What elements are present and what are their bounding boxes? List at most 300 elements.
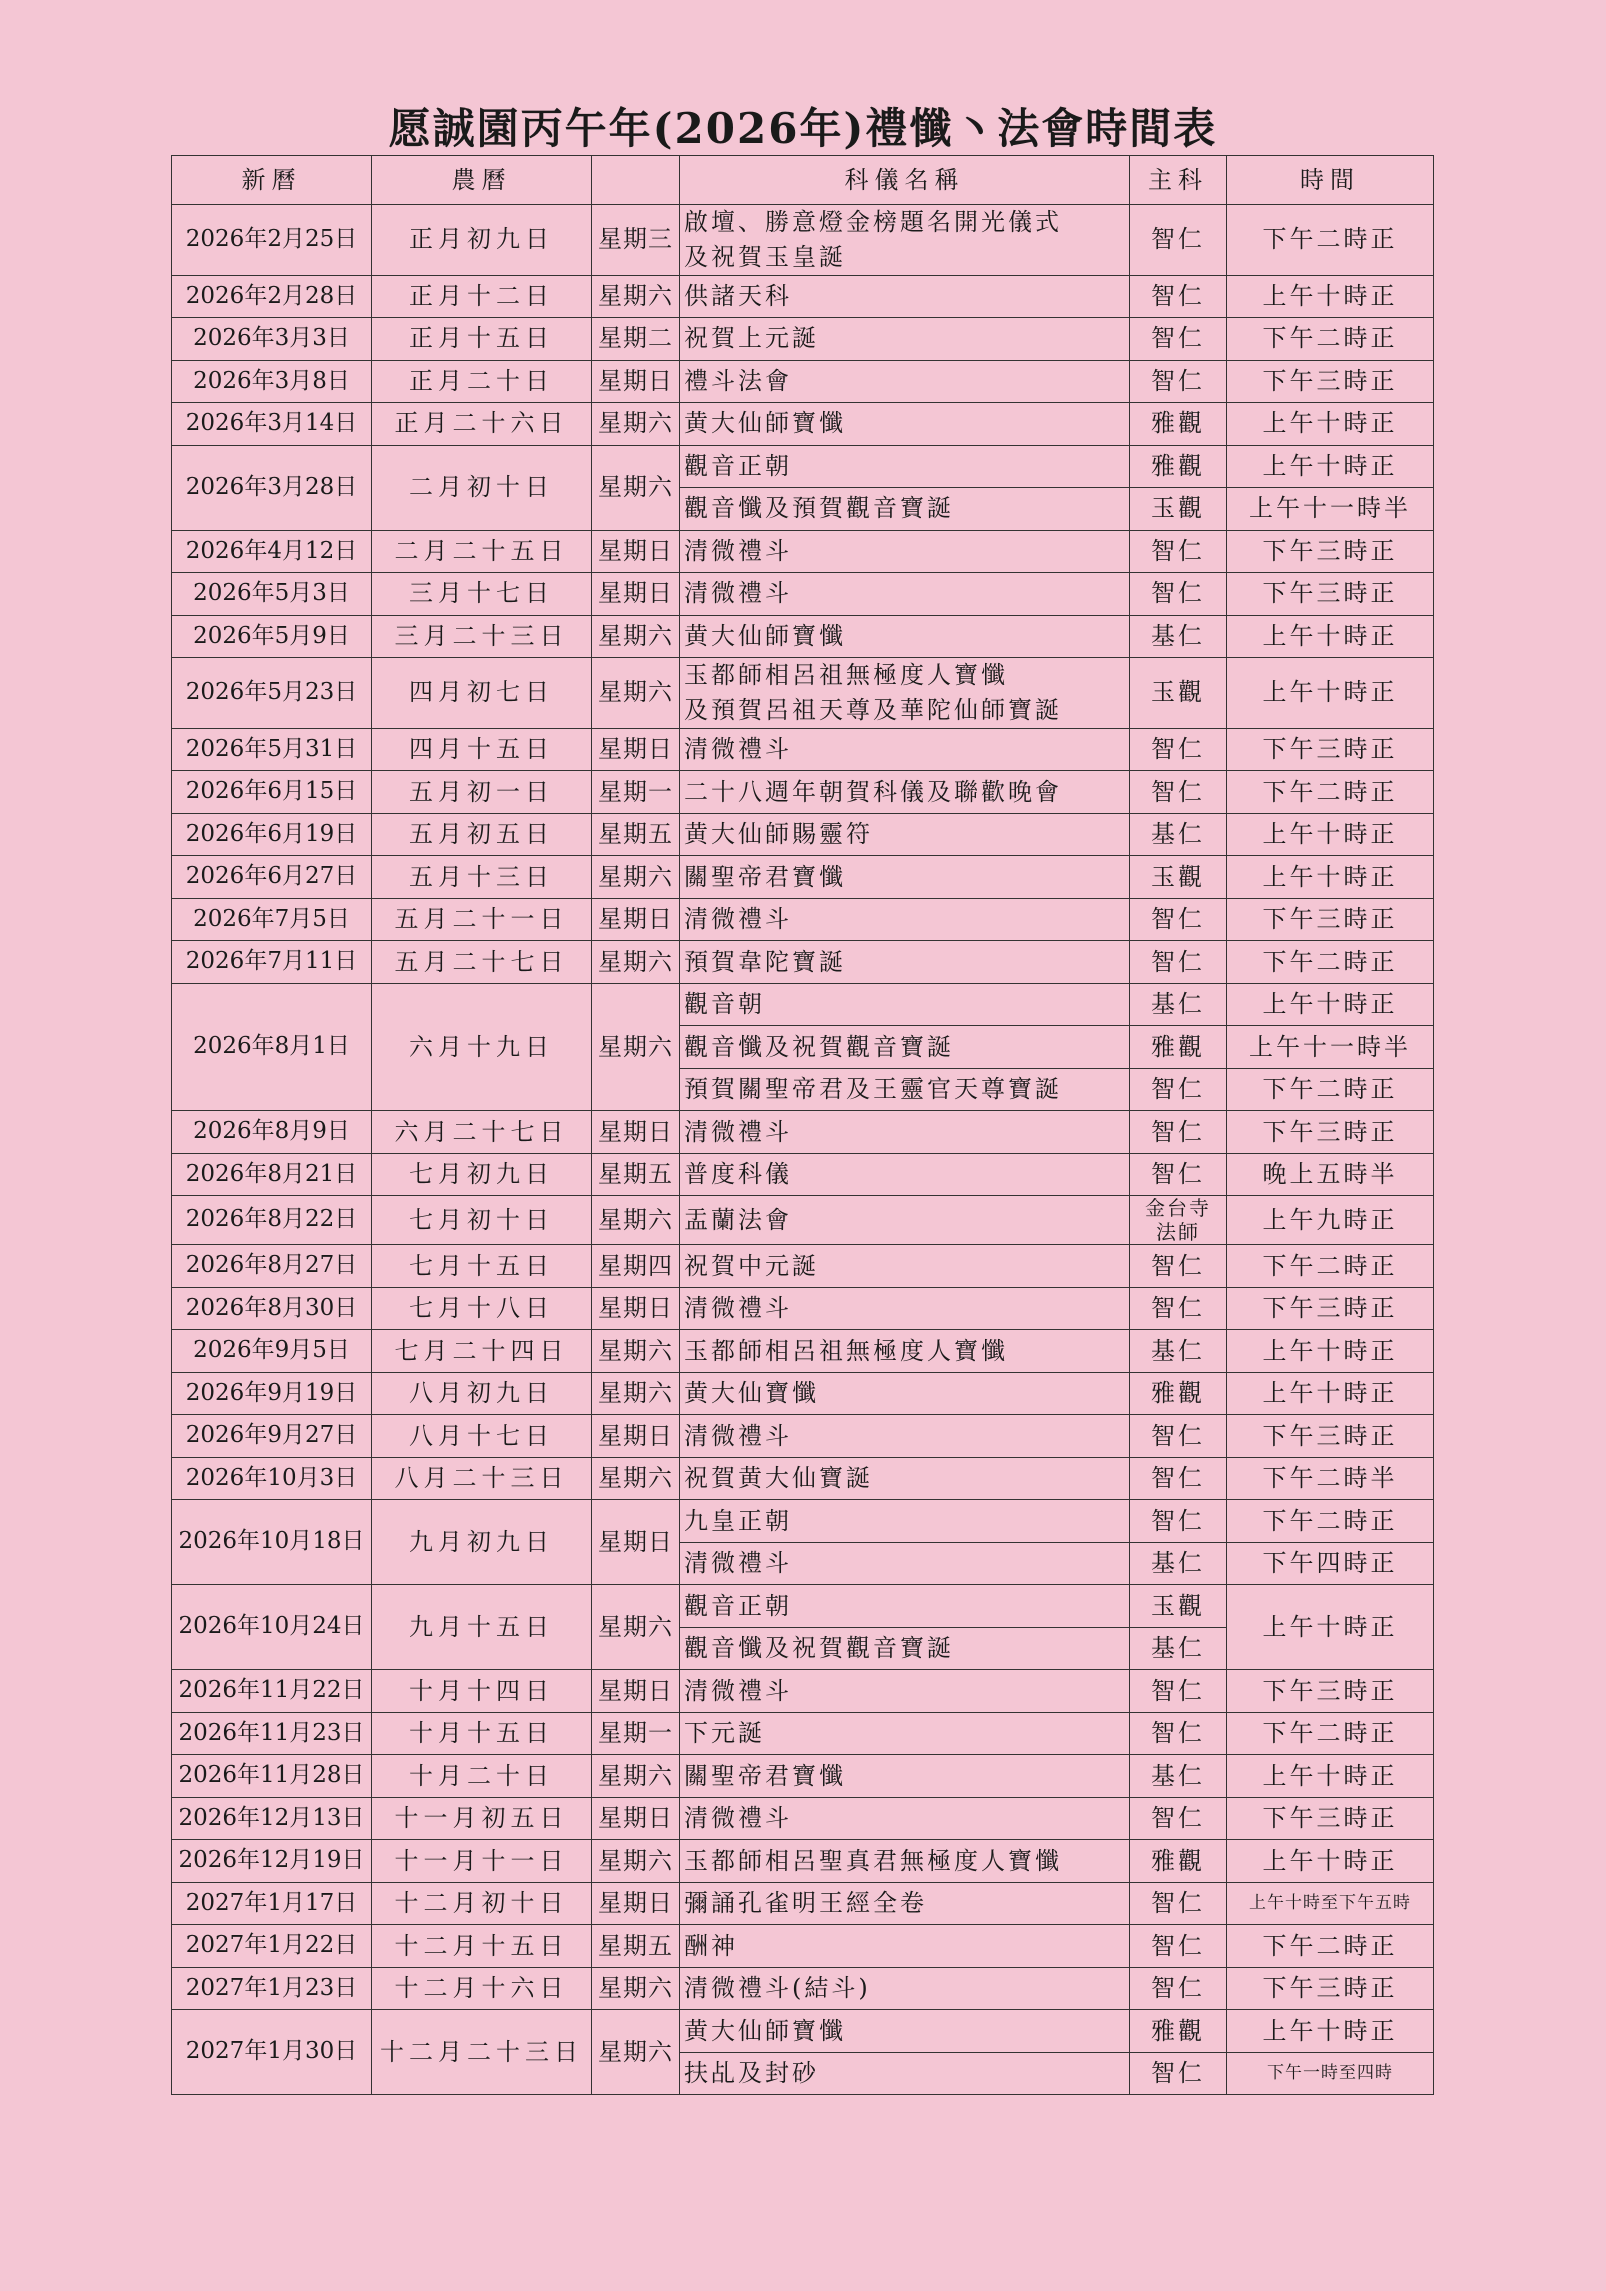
host-line: 雅觀 (1151, 451, 1205, 480)
host-line: 玉觀 (1151, 862, 1205, 891)
new-calendar-date: 2026年4月12日 (172, 530, 372, 573)
time: 上午十時至下午五時 (1227, 1882, 1434, 1925)
new-calendar-date: 2026年6月15日 (172, 771, 372, 814)
ritual-name (680, 856, 1130, 899)
ritual-name (680, 2010, 1130, 2053)
time: 上午十一時半 (1227, 488, 1434, 531)
table-row (172, 898, 1434, 941)
host (1130, 1415, 1227, 1458)
host-line: 智仁 (1151, 1974, 1205, 2003)
table-row (172, 1755, 1434, 1798)
ritual-name (680, 360, 1130, 403)
weekday: 星期日 (592, 1500, 680, 1585)
host (1130, 318, 1227, 361)
weekday: 星期六 (592, 941, 680, 984)
host (1130, 1153, 1227, 1196)
weekday: 星期五 (592, 1153, 680, 1196)
ritual-name-line: 及預賀呂祖天尊及華陀仙師寶誕 (684, 695, 1062, 724)
weekday: 星期六 (592, 1457, 680, 1500)
ritual-name-line: 預賀關聖帝君及王靈官天尊寶誕 (684, 1075, 1062, 1104)
ritual-name (680, 1712, 1130, 1755)
host-line: 智仁 (1151, 1506, 1205, 1535)
time: 上午十時正 (1227, 983, 1434, 1026)
ritual-name (680, 1372, 1130, 1415)
ritual-name (680, 1882, 1130, 1925)
lunar-calendar-date: 九月初九日 (372, 1500, 592, 1585)
table-row (172, 1457, 1434, 1500)
lunar-calendar-date: 十月二十日 (372, 1755, 592, 1798)
time: 上午十時正 (1227, 2010, 1434, 2053)
time: 下午四時正 (1227, 1542, 1434, 1585)
table-row (172, 1882, 1434, 1925)
host (1130, 1925, 1227, 1968)
host (1130, 771, 1227, 814)
new-calendar-date: 2027年1月22日 (172, 1925, 372, 1968)
weekday: 星期六 (592, 1196, 680, 1245)
table-row (172, 1925, 1434, 1968)
new-calendar-date: 2026年9月19日 (172, 1372, 372, 1415)
table-row (172, 1967, 1434, 2010)
ritual-name (680, 1153, 1130, 1196)
time: 下午二時正 (1227, 1068, 1434, 1111)
table-row (172, 573, 1434, 616)
host-line: 智仁 (1151, 735, 1205, 764)
new-calendar-date: 2026年10月3日 (172, 1457, 372, 1500)
host-line: 雅觀 (1151, 1379, 1205, 1408)
host-line: 智仁 (1151, 536, 1205, 565)
lunar-calendar-date: 正月十五日 (372, 318, 592, 361)
weekday: 星期六 (592, 1840, 680, 1883)
lunar-calendar-date: 十月十五日 (372, 1712, 592, 1755)
host-line: 金台寺 (1145, 1196, 1211, 1221)
time: 上午十時正 (1227, 1840, 1434, 1883)
host (1130, 2010, 1227, 2053)
ritual-name-line: 清微禮斗 (684, 905, 792, 934)
host (1130, 1542, 1227, 1585)
new-calendar-date: 2026年8月30日 (172, 1287, 372, 1330)
ritual-name-line: 盂蘭法會 (684, 1205, 792, 1234)
new-calendar-date: 2026年9月5日 (172, 1330, 372, 1373)
lunar-calendar-date: 十二月初十日 (372, 1882, 592, 1925)
host-line: 基仁 (1151, 1549, 1205, 1578)
ritual-name (680, 1840, 1130, 1883)
new-calendar-date: 2026年6月19日 (172, 813, 372, 856)
host (1130, 2052, 1227, 2095)
new-calendar-date: 2026年10月18日 (172, 1500, 372, 1585)
ritual-name-line: 觀音懺及祝賀觀音寶誕 (684, 1032, 954, 1061)
host (1130, 941, 1227, 984)
lunar-calendar-date: 六月二十七日 (372, 1111, 592, 1154)
page-title: 愿誠園丙午年(2026年)禮懺丶法會時間表 (388, 104, 1218, 153)
host-line: 智仁 (1151, 1889, 1205, 1918)
time: 上午十一時半 (1227, 1026, 1434, 1069)
weekday: 星期六 (592, 856, 680, 899)
host (1130, 1840, 1227, 1883)
host-line: 法師 (1156, 1220, 1200, 1245)
ritual-name (680, 941, 1130, 984)
new-calendar-date: 2026年5月9日 (172, 615, 372, 658)
lunar-calendar-date: 七月十八日 (372, 1287, 592, 1330)
ritual-name (680, 813, 1130, 856)
time: 上午十時正 (1227, 658, 1434, 729)
time: 下午二時半 (1227, 1457, 1434, 1500)
table-row (172, 530, 1434, 573)
ritual-name (680, 275, 1130, 318)
ritual-name-line: 清微禮斗 (684, 1676, 792, 1705)
host (1130, 1882, 1227, 1925)
host (1130, 1670, 1227, 1713)
host (1130, 658, 1227, 729)
ritual-name-line: 觀音正朝 (684, 1591, 792, 1620)
ritual-name (680, 1068, 1130, 1111)
ritual-name-line: 關聖帝君寶懺 (684, 862, 846, 891)
table-row (172, 813, 1434, 856)
time: 晚上五時半 (1227, 1153, 1434, 1196)
host-line: 智仁 (1151, 905, 1205, 934)
ritual-name-line: 觀音懺及祝賀觀音寶誕 (684, 1634, 954, 1663)
host-line: 玉觀 (1151, 494, 1205, 523)
time: 下午二時正 (1227, 1925, 1434, 1968)
time: 上午十時正 (1227, 615, 1434, 658)
host (1130, 1026, 1227, 1069)
ritual-name-line: 普度科儀 (684, 1160, 792, 1189)
ritual-name (680, 1330, 1130, 1373)
new-calendar-date: 2026年3月14日 (172, 403, 372, 446)
weekday: 星期日 (592, 728, 680, 771)
host (1130, 360, 1227, 403)
ritual-name-line: 啟壇、勝意燈金榜題名開光儀式 (684, 208, 1062, 236)
time: 上午十時正 (1227, 445, 1434, 488)
new-calendar-date: 2026年3月8日 (172, 360, 372, 403)
new-calendar-date: 2026年8月1日 (172, 983, 372, 1111)
new-calendar-date: 2026年6月27日 (172, 856, 372, 899)
host (1130, 1330, 1227, 1373)
new-calendar-date: 2027年1月17日 (172, 1882, 372, 1925)
ritual-name (680, 1457, 1130, 1500)
ritual-name (680, 1670, 1130, 1713)
ritual-name (680, 615, 1130, 658)
time: 下午三時正 (1227, 530, 1434, 573)
ritual-name-line: 玉都師相呂祖無極度人寶懺 (684, 1336, 1008, 1365)
ritual-name-line: 清微禮斗 (684, 735, 792, 764)
weekday: 星期日 (592, 1287, 680, 1330)
ritual-name-line: 玉都師相呂聖真君無極度人寶懺 (684, 1846, 1062, 1875)
host-line: 雅觀 (1151, 1032, 1205, 1061)
lunar-calendar-date: 五月二十一日 (372, 898, 592, 941)
new-calendar-date: 2026年5月23日 (172, 658, 372, 729)
ritual-name-line: 觀音懺及預賀觀音寶誕 (684, 494, 954, 523)
host-line: 玉觀 (1151, 1591, 1205, 1620)
host-line: 智仁 (1151, 947, 1205, 976)
host-line: 基仁 (1151, 1336, 1205, 1365)
host (1130, 1585, 1227, 1628)
lunar-calendar-date: 二月二十五日 (372, 530, 592, 573)
weekday: 星期五 (592, 813, 680, 856)
ritual-name-line: 祝賀中元誕 (684, 1251, 819, 1280)
schedule-body (172, 205, 1434, 2095)
weekday: 星期五 (592, 1925, 680, 1968)
table-row (172, 1840, 1434, 1883)
host (1130, 1111, 1227, 1154)
weekday: 星期六 (592, 1585, 680, 1670)
time: 下午三時正 (1227, 1415, 1434, 1458)
header-new-calendar: 新曆 (172, 156, 372, 205)
table-row (172, 1111, 1434, 1154)
ritual-name-line: 及祝賀玉皇誕 (684, 242, 846, 271)
host (1130, 1457, 1227, 1500)
host (1130, 1797, 1227, 1840)
new-calendar-date: 2026年7月11日 (172, 941, 372, 984)
host (1130, 1196, 1227, 1245)
ritual-name (680, 1797, 1130, 1840)
new-calendar-date: 2026年8月27日 (172, 1245, 372, 1288)
host (1130, 898, 1227, 941)
ritual-name (680, 318, 1130, 361)
lunar-calendar-date: 五月初一日 (372, 771, 592, 814)
new-calendar-date: 2026年3月3日 (172, 318, 372, 361)
ritual-name (680, 1925, 1130, 1968)
ritual-name-line: 觀音朝 (684, 990, 765, 1019)
ritual-name-line: 清微禮斗 (684, 1549, 792, 1578)
host (1130, 403, 1227, 446)
lunar-calendar-date: 十月十四日 (372, 1670, 592, 1713)
ritual-name (680, 1755, 1130, 1798)
host-line: 智仁 (1151, 1931, 1205, 1960)
ritual-name-line: 玉都師相呂祖無極度人寶懺 (684, 661, 1008, 690)
host-line: 智仁 (1151, 1294, 1205, 1323)
host (1130, 983, 1227, 1026)
time: 下午三時正 (1227, 728, 1434, 771)
ritual-name-line: 預賀韋陀寶誕 (684, 947, 846, 976)
host-line: 智仁 (1151, 579, 1205, 608)
ritual-name (680, 573, 1130, 616)
weekday: 星期日 (592, 1670, 680, 1713)
new-calendar-date: 2026年2月28日 (172, 275, 372, 318)
time: 下午三時正 (1227, 1287, 1434, 1330)
new-calendar-date: 2026年12月19日 (172, 1840, 372, 1883)
table-row (172, 205, 1434, 276)
header-time: 時間 (1227, 156, 1434, 205)
host-line: 智仁 (1151, 1464, 1205, 1493)
lunar-calendar-date: 七月二十四日 (372, 1330, 592, 1373)
host-line: 智仁 (1151, 324, 1205, 353)
time: 上午九時正 (1227, 1196, 1434, 1245)
ritual-name-line: 二十八週年朝賀科儀及聯歡晚會 (684, 777, 1062, 806)
table-row (172, 275, 1434, 318)
host (1130, 1287, 1227, 1330)
table-row (172, 615, 1434, 658)
weekday: 星期六 (592, 1372, 680, 1415)
table-row (172, 445, 1434, 488)
time: 下午二時正 (1227, 941, 1434, 984)
ritual-name (680, 205, 1130, 276)
ritual-name-line: 觀音正朝 (684, 451, 792, 480)
table-row (172, 658, 1434, 729)
weekday: 星期日 (592, 1797, 680, 1840)
time: 上午十時正 (1227, 813, 1434, 856)
time: 上午十時正 (1227, 1755, 1434, 1798)
weekday: 星期六 (592, 1330, 680, 1373)
host-line: 基仁 (1151, 1761, 1205, 1790)
weekday: 星期三 (592, 205, 680, 276)
ritual-name (680, 530, 1130, 573)
lunar-calendar-date: 八月十七日 (372, 1415, 592, 1458)
table-row (172, 1153, 1434, 1196)
lunar-calendar-date: 八月初九日 (372, 1372, 592, 1415)
schedule-table (171, 155, 1434, 2095)
host-line: 智仁 (1151, 225, 1205, 254)
weekday: 星期六 (592, 1755, 680, 1798)
ritual-name-line: 黄大仙師寶懺 (684, 621, 846, 650)
weekday: 星期六 (592, 658, 680, 729)
table-row (172, 1245, 1434, 1288)
lunar-calendar-date: 五月十三日 (372, 856, 592, 899)
host-line: 智仁 (1151, 1676, 1205, 1705)
new-calendar-date: 2026年12月13日 (172, 1797, 372, 1840)
new-calendar-date: 2026年2月25日 (172, 205, 372, 276)
weekday: 星期六 (592, 445, 680, 530)
host-line: 基仁 (1151, 621, 1205, 650)
lunar-calendar-date: 正月十二日 (372, 275, 592, 318)
host (1130, 1712, 1227, 1755)
ritual-name-line: 關聖帝君寶懺 (684, 1761, 846, 1790)
ritual-name (680, 1245, 1130, 1288)
ritual-name (680, 1287, 1130, 1330)
header-row (172, 156, 1434, 205)
time: 下午二時正 (1227, 1500, 1434, 1543)
ritual-name-line: 祝賀黄大仙寶誕 (684, 1464, 873, 1493)
new-calendar-date: 2026年11月28日 (172, 1755, 372, 1798)
time: 上午十時正 (1227, 856, 1434, 899)
table-row (172, 1712, 1434, 1755)
new-calendar-date: 2026年8月9日 (172, 1111, 372, 1154)
host (1130, 445, 1227, 488)
weekday: 星期一 (592, 771, 680, 814)
table-row (172, 1372, 1434, 1415)
table-row (172, 941, 1434, 984)
host (1130, 1068, 1227, 1111)
time: 下午三時正 (1227, 1111, 1434, 1154)
lunar-calendar-date: 七月初九日 (372, 1153, 592, 1196)
new-calendar-date: 2026年11月22日 (172, 1670, 372, 1713)
table-row (172, 1415, 1434, 1458)
weekday: 星期六 (592, 275, 680, 318)
ritual-name-line: 黄大仙寶懺 (684, 1379, 819, 1408)
table-row (172, 1287, 1434, 1330)
host-line: 基仁 (1151, 820, 1205, 849)
table-row (172, 318, 1434, 361)
table-row (172, 360, 1434, 403)
time: 上午十時正 (1227, 275, 1434, 318)
lunar-calendar-date: 五月二十七日 (372, 941, 592, 984)
host (1130, 813, 1227, 856)
weekday: 星期一 (592, 1712, 680, 1755)
lunar-calendar-date: 四月十五日 (372, 728, 592, 771)
host (1130, 615, 1227, 658)
weekday: 星期六 (592, 1967, 680, 2010)
time: 上午十時正 (1227, 403, 1434, 446)
lunar-calendar-date: 十二月十五日 (372, 1925, 592, 1968)
time: 下午一時至四時 (1227, 2052, 1434, 2095)
ritual-name-line: 黄大仙師寶懺 (684, 409, 846, 438)
lunar-calendar-date: 八月二十三日 (372, 1457, 592, 1500)
lunar-calendar-date: 三月十七日 (372, 573, 592, 616)
host-line: 智仁 (1151, 281, 1205, 310)
host-line: 雅觀 (1151, 1846, 1205, 1875)
weekday: 星期日 (592, 898, 680, 941)
host (1130, 1245, 1227, 1288)
lunar-calendar-date: 九月十五日 (372, 1585, 592, 1670)
table-row (172, 1196, 1434, 1245)
new-calendar-date: 2026年3月28日 (172, 445, 372, 530)
ritual-name-line: 清微禮斗 (684, 1117, 792, 1146)
time: 上午十時正 (1227, 1585, 1434, 1670)
ritual-name-line: 黄大仙師寶懺 (684, 2016, 846, 2045)
ritual-name (680, 728, 1130, 771)
host (1130, 530, 1227, 573)
weekday: 星期六 (592, 615, 680, 658)
weekday: 星期日 (592, 1882, 680, 1925)
table-row (172, 1500, 1434, 1543)
host-line: 基仁 (1151, 990, 1205, 1019)
lunar-calendar-date: 正月初九日 (372, 205, 592, 276)
ritual-name-line: 供諸天科 (684, 281, 792, 310)
ritual-name-line: 清微禮斗 (684, 579, 792, 608)
lunar-calendar-date: 十一月初五日 (372, 1797, 592, 1840)
host-line: 智仁 (1151, 1117, 1205, 1146)
host-line: 智仁 (1151, 366, 1205, 395)
ritual-name-line: 清微禮斗 (684, 536, 792, 565)
ritual-name-line: 下元誕 (684, 1719, 765, 1748)
ritual-name-line: 黄大仙師賜靈符 (684, 820, 873, 849)
time: 下午二時正 (1227, 771, 1434, 814)
host (1130, 275, 1227, 318)
ritual-name-line: 清微禮斗 (684, 1421, 792, 1450)
host-line: 智仁 (1151, 777, 1205, 806)
weekday: 星期六 (592, 403, 680, 446)
weekday: 星期二 (592, 318, 680, 361)
new-calendar-date: 2026年8月22日 (172, 1196, 372, 1245)
host-line: 智仁 (1151, 1160, 1205, 1189)
new-calendar-date: 2026年8月21日 (172, 1153, 372, 1196)
weekday: 星期日 (592, 573, 680, 616)
host-line: 智仁 (1151, 1804, 1205, 1833)
weekday: 星期日 (592, 360, 680, 403)
table-row (172, 771, 1434, 814)
ritual-name-line: 清微禮斗 (684, 1294, 792, 1323)
host-line: 智仁 (1151, 1075, 1205, 1104)
time: 下午二時正 (1227, 205, 1434, 276)
ritual-name (680, 771, 1130, 814)
host (1130, 728, 1227, 771)
header-host: 主科 (1130, 156, 1227, 205)
lunar-calendar-date: 七月初十日 (372, 1196, 592, 1245)
ritual-name (680, 1415, 1130, 1458)
time: 上午十時正 (1227, 1330, 1434, 1373)
table-row (172, 1670, 1434, 1713)
weekday: 星期日 (592, 1415, 680, 1458)
ritual-name-line: 酬神 (684, 1931, 738, 1960)
ritual-name-line: 扶乩及封砂 (684, 2059, 819, 2088)
ritual-name (680, 1196, 1130, 1245)
ritual-name (680, 983, 1130, 1026)
ritual-name-line: 禮斗法會 (684, 366, 792, 395)
table-row (172, 403, 1434, 446)
ritual-name-line: 清微禮斗 (684, 1804, 792, 1833)
time: 下午三時正 (1227, 1967, 1434, 2010)
ritual-name (680, 2052, 1130, 2095)
table-row (172, 1330, 1434, 1373)
